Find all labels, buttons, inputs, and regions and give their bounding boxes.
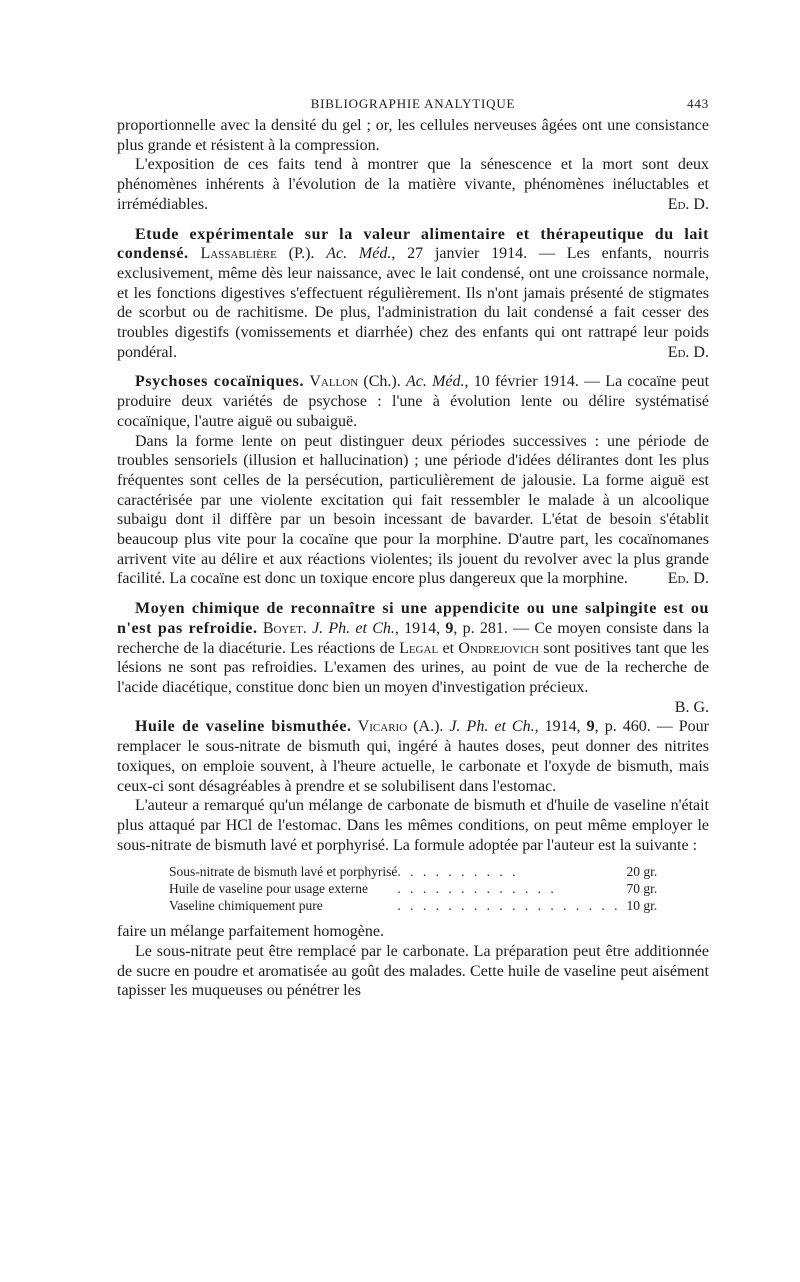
quantity: 70 gr. — [626, 881, 658, 897]
cited-name: Legal — [399, 639, 439, 657]
article-body: Dans la forme lente on peut distinguer deux périodes successives : une période de troubles sensoriels (illusion et hallucination) ; une période d'idées délirantes dont les plus fréquentes sont celles de la persécution, particulièrement de jalousie. La forme aiguë est caractérisée par une violente excitation qui fait ressembler le malade à un alcoolique subaigu dont il diffère par un besoin incessant de bavarder. L'état de besoin s'établit beaucoup plus vite pour la cocaïne que pour la morphine. D'autre part, les cocaïnomanes arrivent vite au délire et aux réactions violentes; ils jouent du revolver avec la plus grande facilité. La cocaïne est donc un toxique encore plus dangereux que la morphine. — [117, 432, 709, 588]
ingredient: Sous-nitrate de bismuth lavé et porphyrisé — [169, 864, 398, 880]
article-paragraph: faire un mélange parfaitement homogène. — [117, 923, 384, 941]
article-body: Les enfants, nourris exclusivement, même dès leur naissance, avec le lait condensé, ont une croissance normale, et les fonctions digestives s'effectuent régulièrement. Ils n'ont jamais présenté de stigmates de scorbut ou de rachitisme. De plus, l'administration du lait condensé a fait cesser des troubles digestifs (vomissements et diarrhée) chez des enfants qui ont rattrapé leur poids pondéral. — [117, 245, 710, 361]
leader-dots: . . . . . . . . . . — [397, 864, 519, 880]
article-appendicite — [117, 599, 709, 698]
signature: Ed. D. — [667, 570, 709, 588]
page-number: 443 — [687, 96, 709, 111]
article-author: Vallon — [309, 373, 359, 391]
article-title: Etude expérimentale sur la valeur alimentaire et thérapeutique du lait condensé. — [117, 225, 709, 263]
signature: B. G. — [674, 698, 709, 716]
volume-number: 9 — [445, 619, 454, 637]
article-author: Lassablière — [200, 245, 277, 263]
author-initials: (A.). — [407, 718, 450, 736]
reference: , 27 janvier 1914. — — [391, 245, 567, 263]
article-paragraph — [117, 432, 709, 590]
reference: , 10 février 1914. — — [464, 373, 606, 391]
reference-page: , p. 460. — — [594, 718, 679, 736]
article-lait-condense — [117, 225, 709, 363]
signature: Ed. D. — [667, 343, 709, 361]
article-author: Vicario — [357, 718, 408, 736]
leader-dots: . . . . . . . . . . . . . . . . . . — [397, 898, 621, 914]
running-title: BIBLIOGRAPHIE ANALYTIQUE — [310, 96, 516, 111]
reference: , 1914, — [534, 718, 587, 736]
running-header — [117, 92, 709, 116]
reference-page: , p. 281. — — [453, 619, 535, 637]
intro-paragraph-1: proportionnelle avec la densité du gel ; or, les cellules nerveuses âgées ont une consistance plus grande et résistent à la compression. — [117, 117, 709, 154]
ingredient: Vaseline chimiquement pure — [169, 898, 323, 914]
article-paragraph: Le sous-nitrate peut être remplacé par le carbonate. La préparation peut être additionnée de sucre en poudre et aromatisée au goût des malades. Cette huile de vaseline peut aisément tapisser les muqueuses ou pénétrer les — [117, 943, 709, 1000]
article-body: Pour remplacer le sous-nitrate de bismuth qui, ingéré à hautes doses, peut donner des nitrites toxiques, on emploie souvent, à l'heure actuelle, le carbonate et l'oxyde de bismuth, mais ceux-ci sont désagréables à prendre et se solubilisent dans l'estomac. — [117, 718, 710, 795]
ingredient: Huile de vaseline pour usage externe — [169, 881, 369, 897]
formula-row — [169, 863, 657, 880]
article-author: Boyet — [262, 619, 303, 637]
article-huile-vaseline — [117, 717, 709, 796]
article-title: Huile de vaseline bismuthée. — [135, 718, 352, 736]
article-body: et — [438, 639, 459, 657]
page — [117, 92, 709, 1001]
leader-dots: . . . . . . . . . . . . . — [397, 881, 557, 897]
author-initials: (Ch.). — [358, 373, 406, 391]
author-initials: (P.). — [276, 245, 327, 263]
cited-name: Ondrejovich — [458, 639, 539, 657]
article-title: Moyen chimique de reconnaître si une appendicite ou une salpingite est ou n'est pas refroidie. — [117, 600, 709, 637]
formula-row — [169, 880, 657, 897]
article-body: La cocaïne peut produire deux variétés de psychose : l'une à évolution lente ou délire systématisé cocaïnique, l'autre aiguë ou subaiguë. — [117, 373, 710, 430]
intro-paragraph-2 — [117, 155, 709, 214]
article-body: Ce moyen consiste dans la recherche de la diacéturie. Les réactions de — [117, 619, 710, 657]
signature: Ed. D. — [667, 195, 709, 213]
journal-name: J. Ph. et Ch. — [312, 619, 395, 637]
journal-name: Ac. Méd. — [405, 373, 465, 391]
volume-number: 9 — [586, 718, 595, 736]
article-title: Psychoses cocaïniques. — [135, 373, 305, 391]
article-paragraph: L'auteur a remarqué qu'un mélange de carbonate de bismuth et d'huile de vaseline n'était plus attaqué par HCl de l'estomac. Dans les mêmes conditions, on peut même employer le sous-nitrate de bismuth lavé et porphyrisé. La formule adoptée par l'auteur est la suivante : — [117, 797, 709, 854]
journal-name: Ac. Méd. — [326, 245, 392, 263]
formula-row — [169, 897, 657, 914]
formula-table — [169, 863, 657, 914]
author-initials: . — [302, 619, 313, 637]
journal-name: J. Ph. et Ch. — [449, 718, 535, 736]
article-psychoses-cocainiques — [117, 372, 709, 431]
quantity: 10 gr. — [626, 898, 658, 914]
reference: , 1914, — [394, 619, 446, 637]
intro-text: L'exposition de ces faits tend à montrer que la sénescence et la mort sont deux phénomènes inhérents à l'évolution de la matière vivante, phénomènes inéluctables et irrémédiables. — [117, 156, 709, 213]
article-body: sont positives tant que les lésions ne sont pas refroidies. L'examen des urines, au point de vue de la recherche de l'acide diacétique, constitue donc bien un moyen d'investigation précieux. — [117, 639, 709, 696]
quantity: 20 gr. — [626, 864, 658, 880]
